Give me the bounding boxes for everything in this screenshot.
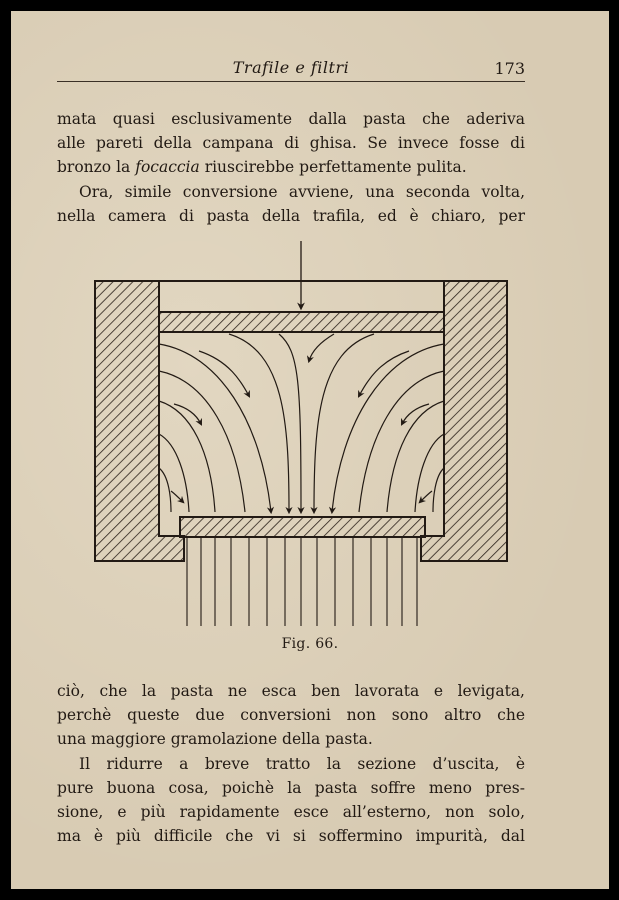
text-line: perchè queste due conversioni non sono altro che	[57, 706, 525, 725]
text-line: ciò, che la pasta ne esca ben lavorata e levigata,	[57, 682, 525, 700]
book-page	[11, 11, 609, 889]
page-number: 173	[494, 59, 525, 78]
text-line: pure buona cosa, poichè la pasta soffre meno pres-	[57, 778, 525, 797]
figure-caption: Fig. 66.	[281, 636, 339, 652]
running-head	[57, 47, 525, 82]
text-line: mata quasi esclusivamente dalla pasta che aderiva	[57, 110, 525, 128]
text-line: bronzo la focaccia riuscirebbe perfettamente pulita.	[57, 158, 467, 177]
body-text-top	[57, 107, 525, 228]
text-line: Il ridurre a breve tratto la sezione d’uscita, è	[79, 754, 525, 773]
extruded-strands	[187, 537, 417, 626]
flow-lines	[159, 334, 444, 512]
text-line: ma è più difficile che vi si soffermino impurità, dal	[57, 827, 525, 846]
die-plate	[180, 517, 425, 537]
text-line: nella camera di pasta della trafila, ed è chiaro, per	[57, 206, 525, 225]
die-flow-diagram	[79, 236, 519, 636]
text-line: Ora, simile conversione avviene, una seconda volta,	[79, 182, 525, 201]
text-line: alle pareti della campana di ghisa. Se invece fosse di	[57, 134, 525, 153]
piston-plate	[159, 312, 444, 332]
text-line: sione, e più rapidamente esce all’esterno, non solo,	[57, 803, 525, 822]
text-line: una maggiore gramolazione della pasta.	[57, 730, 373, 749]
italic-term: focaccia	[135, 158, 200, 177]
body-text-bottom	[57, 679, 525, 848]
running-head-title: Trafile e filtri	[232, 58, 350, 77]
